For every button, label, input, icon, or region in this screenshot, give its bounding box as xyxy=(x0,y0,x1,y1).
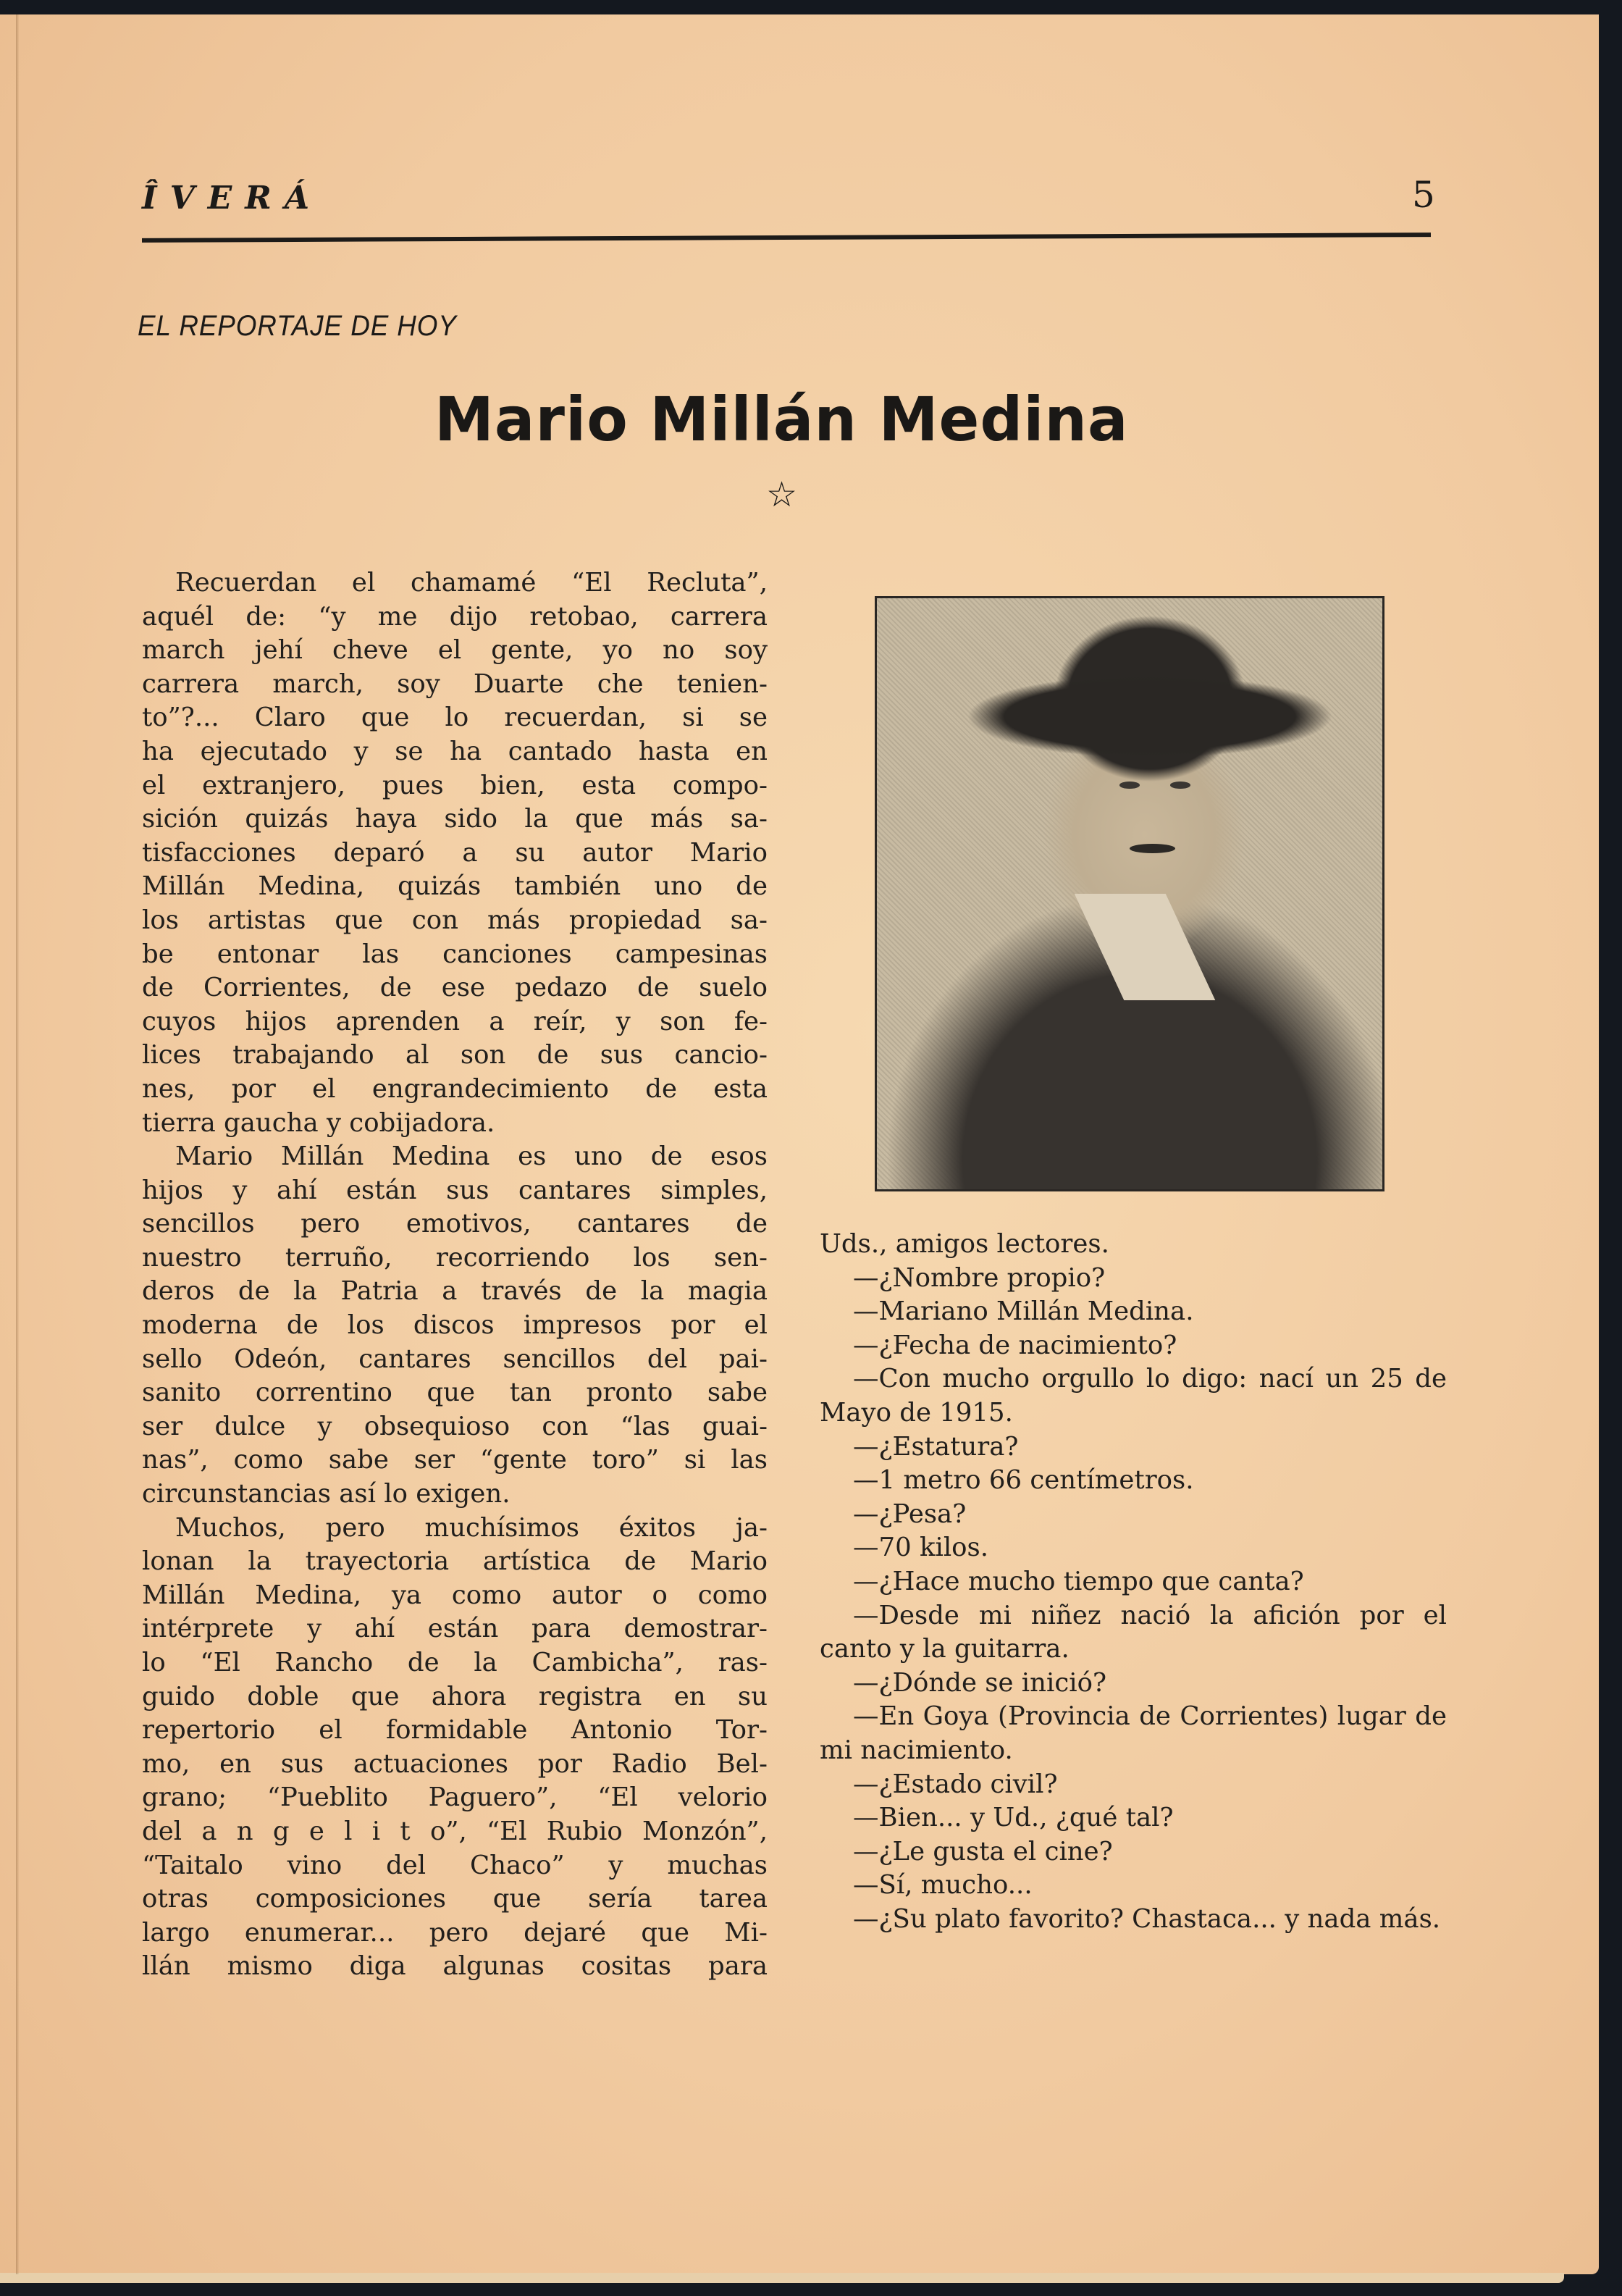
section-label: EL REPORTAJE DE HOY xyxy=(138,310,457,342)
star-ornament-icon: ☆ xyxy=(766,474,798,515)
text-line: Millán Medina, ya como autor o como xyxy=(142,1580,768,1610)
text-line: intérprete y ahí están para demostrar- xyxy=(142,1614,768,1644)
text-line: los artistas que con más propiedad sa- xyxy=(142,905,768,935)
right-column xyxy=(820,1228,1447,1936)
text-line: sello Odeón, cantares sencillos del pai- xyxy=(142,1344,768,1374)
interview-question: —¿Su plato favorito? Chastaca... y nada más. xyxy=(853,1903,1441,1934)
text-line: repertorio el formidable Antonio Tor- xyxy=(142,1715,768,1746)
interview-question: —¿Estatura? xyxy=(853,1431,1019,1462)
text-line: otras composiciones que sería tarea xyxy=(142,1884,768,1914)
text-line: grano; “Pueblito Paguero”, “El velorio xyxy=(142,1782,768,1813)
text-line: sanito correntino que tan pronto sabe xyxy=(142,1378,768,1408)
interview-answer: —Con mucho orgullo lo digo: nací un 25 de Mayo de 1915. xyxy=(820,1364,1447,1428)
interview-answer: —70 kilos. xyxy=(853,1533,989,1563)
text-line: march jehí cheve el gente, yo no soy xyxy=(142,635,768,666)
paragraph-3 xyxy=(142,1512,768,1984)
text-line: Muchos, pero muchísimos éxitos ja- xyxy=(175,1512,768,1543)
interview-answer: —Mariano Millán Medina. xyxy=(853,1296,1194,1327)
article-title: Mario Millán Medina xyxy=(434,384,1129,455)
photo-collar xyxy=(1075,894,1215,1000)
text-line: cuyos hijos aprenden a reír, y son fe- xyxy=(142,1006,768,1036)
interview-question: —¿Nombre propio? xyxy=(853,1262,1106,1293)
interview-answer: —Sí, mucho... xyxy=(853,1870,1033,1901)
photo-eye-right xyxy=(1170,782,1190,789)
interview-question: —¿Fecha de nacimiento? xyxy=(853,1330,1177,1360)
text-line: guido doble que ahora registra en su xyxy=(142,1681,768,1711)
text-line: hijos y ahí están sus cantares simples, xyxy=(142,1175,768,1205)
page-fold-crease xyxy=(16,14,19,2274)
text-line: del a n g e l i t o”, “El Rubio Monzón”, xyxy=(142,1816,768,1846)
portrait-photo xyxy=(875,596,1384,1191)
text-line: Mario Millán Medina es uno de esos xyxy=(175,1141,768,1172)
text-line: carrera march, soy Duarte che tenien- xyxy=(142,669,768,699)
interview-question: —¿Pesa? xyxy=(853,1499,967,1529)
text-line: tisfacciones deparó a su autor Mario xyxy=(142,837,768,868)
text-line: Recuerdan el chamamé “El Recluta”, xyxy=(175,568,768,598)
photo-mustache xyxy=(1130,844,1175,853)
interview-answer: —1 metro 66 centímetros. xyxy=(853,1465,1194,1496)
text-line: moderna de los discos impresos por el xyxy=(142,1310,768,1341)
text-line: lonan la trayectoria artística de Mario xyxy=(142,1546,768,1577)
text-line: de Corrientes, de ese pedazo de suelo xyxy=(142,973,768,1003)
underlying-page-edge xyxy=(0,2273,1564,2283)
text-line: llán mismo diga algunas cositas para xyxy=(142,1951,768,1982)
intro-continuation: Uds., amigos lectores. xyxy=(820,1229,1109,1259)
text-line: nuestro terruño, recorriendo los sen- xyxy=(142,1242,768,1273)
text-line: aquél de: “y me dijo retobao, carrera xyxy=(142,601,768,632)
text-line: “Taitalo vino del Chaco” y muchas xyxy=(142,1850,768,1880)
text-line: be entonar las canciones campesinas xyxy=(142,939,768,969)
text-line: sencillos pero emotivos, cantares de xyxy=(142,1209,768,1239)
publication-title: ÎVERÁ xyxy=(142,180,322,217)
text-line: el extranjero, pues bien, esta compo- xyxy=(142,770,768,800)
text-line: Millán Medina, quizás también uno de xyxy=(142,871,768,902)
interview-question: —¿Hace mucho tiempo que canta? xyxy=(853,1566,1304,1596)
interview-answer: —Desde mi niñez nació la afición por el canto y la guitarra. xyxy=(820,1600,1447,1664)
text-line: lo “El Rancho de la Cambicha”, ras- xyxy=(142,1648,768,1677)
text-line: mo, en sus actuaciones por Radio Bel- xyxy=(142,1748,768,1779)
text-line: nas”, como sabe ser “gente toro” si las xyxy=(142,1445,768,1475)
paragraph-1 xyxy=(142,566,768,1140)
left-column xyxy=(142,566,768,1984)
text-line: lices trabajando al son de sus cancio- xyxy=(142,1040,768,1071)
text-line: deros de la Patria a través de la magia xyxy=(142,1276,768,1307)
text-line: tierra gaucha y cobijadora. xyxy=(142,1107,495,1138)
interview-question: —¿Estado civil? xyxy=(853,1769,1058,1799)
text-line: largo enumerar... pero dejaré que Mi- xyxy=(142,1917,768,1948)
interview-question: —¿Dónde se inició? xyxy=(853,1667,1106,1698)
interview-answer: —En Goya (Provincia de Corrientes) lugar de mi nacimiento. xyxy=(820,1701,1447,1765)
text-line: ha ejecutado y se ha cantado hasta en xyxy=(142,736,768,766)
text-line: circunstancias así lo exigen. xyxy=(142,1479,510,1509)
text-line: sición quizás haya sido la que más sa- xyxy=(142,804,768,834)
text-line: ser dulce y obsequioso con “las guai- xyxy=(142,1411,768,1441)
interview-list xyxy=(820,1262,1447,1937)
text-line: nes, por el engrandecimiento de esta xyxy=(142,1073,768,1104)
interview-answer: —Bien... y Ud., ¿qué tal? xyxy=(853,1803,1174,1833)
paragraph-2 xyxy=(142,1140,768,1512)
interview-question: —¿Le gusta el cine? xyxy=(853,1836,1113,1866)
photo-eye-left xyxy=(1119,782,1140,789)
page-number: 5 xyxy=(1412,174,1435,216)
text-line: to”?... Claro que lo recuerdan, si se xyxy=(142,703,768,733)
